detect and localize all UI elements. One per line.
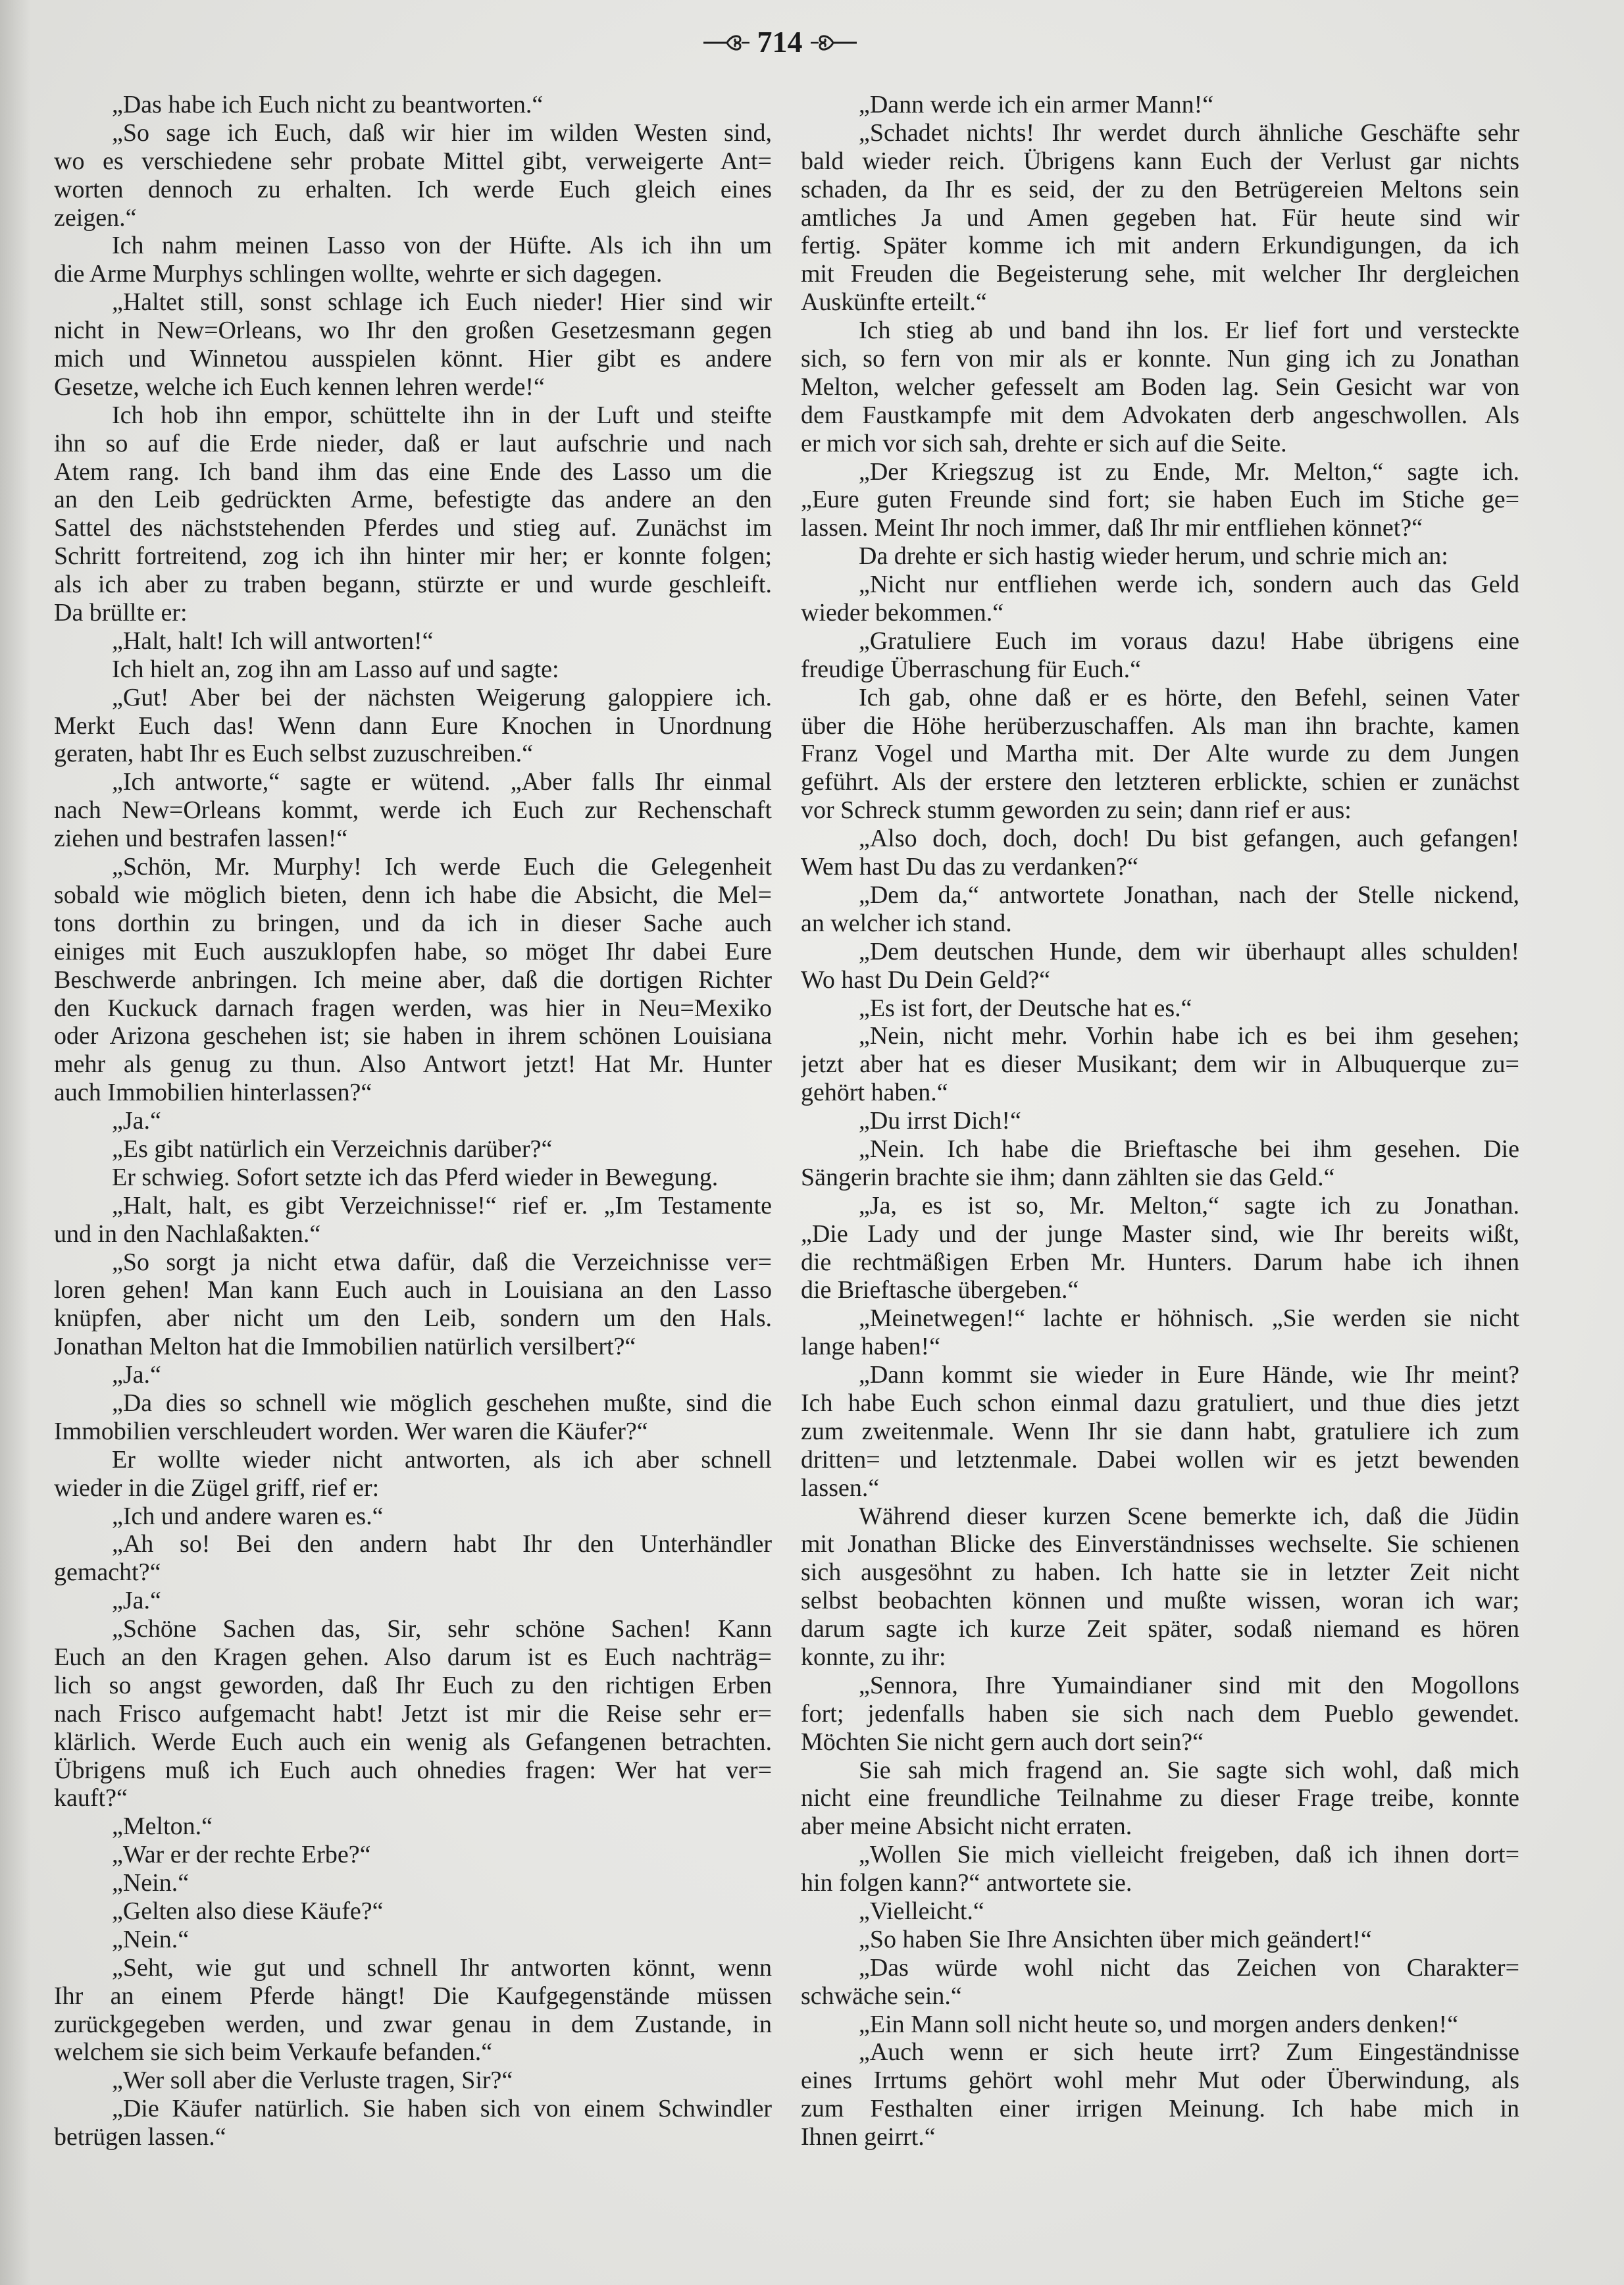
text-line: die rechtmäßigen Erben Mr. Hunters. Darum habe ich ihnen	[801, 1248, 1519, 1276]
text-line: Merkt Euch das! Wenn dann Eure Knochen in Unordnung	[54, 711, 772, 740]
text-line: Jonathan Melton hat die Immobilien natürlich versilbert?“	[54, 1333, 636, 1361]
text-line: zum zweitenmale. Wenn Ihr sie dann habt, gratuliere ich zum	[801, 1417, 1519, 1445]
text-line: Er wollte wieder nicht antworten, als ich aber schnell	[112, 1445, 772, 1474]
paragraph	[54, 1926, 772, 1954]
text-column-right	[801, 91, 1519, 2151]
text-line: Da brüllte er:	[54, 599, 188, 627]
paragraph	[54, 1248, 772, 1362]
text-line: auch Immobilien hinterlassen?“	[54, 1079, 372, 1107]
text-line: Während dieser kurzen Scene bemerkte ich, daß die Jüdin	[859, 1502, 1519, 1530]
text-line: Euch an den Kragen gehen. Also darum ist es Euch nachträg=	[54, 1643, 772, 1671]
text-line: „Dem deutschen Hunde, dem wir überhaupt alles schulden!	[859, 937, 1519, 965]
paragraph	[801, 1954, 1519, 2011]
paragraph	[801, 1107, 1519, 1135]
header-ornament-left-icon	[701, 29, 753, 55]
page-header	[678, 22, 882, 62]
paragraph	[801, 1304, 1519, 1361]
text-line: „Eure guten Freunde sind fort; sie haben Euch im Stiche ge=	[801, 486, 1519, 514]
paragraph	[54, 853, 772, 1107]
text-line: lassen. Meint Ihr noch immer, daß Ihr mir entfliehen könnet?“	[801, 514, 1423, 542]
text-line: Gesetze, welche ich Euch kennen lehren werde!“	[54, 372, 545, 401]
text-line: „Ein Mann soll nicht heute so, und morgen anders denken!“	[859, 2010, 1459, 2038]
paragraph	[801, 542, 1519, 571]
paragraph	[801, 825, 1519, 881]
text-line: nach Frisco aufgemacht habt! Jetzt ist mir die Reise sehr er=	[54, 1699, 772, 1728]
text-line: „Haltet still, sonst schlage ich Euch nieder! Hier sind wir	[112, 288, 772, 317]
paragraph	[54, 1361, 772, 1389]
paragraph	[54, 401, 772, 627]
text-line: klärlich. Werde Euch auch ein wenig als Gefangenen betrachten.	[54, 1728, 772, 1756]
text-line: „So sage ich Euch, daß wir hier im wilden Westen sind,	[112, 118, 772, 147]
text-line: mich und Winnetou ausspielen könnt. Hier gibt es andere	[54, 345, 772, 373]
text-line: betrügen lassen.“	[54, 2123, 226, 2151]
header-ornament-right-icon	[807, 29, 859, 55]
text-line: geraten, habt Ihr es Euch selbst zuzuschreiben.“	[54, 740, 534, 768]
paragraph	[801, 1135, 1519, 1192]
text-line: Auskünfte erteilt.“	[801, 288, 987, 317]
text-line: lassen.“	[801, 1474, 880, 1502]
paragraph	[54, 1389, 772, 1446]
text-line: worten dennoch zu erhalten. Ich werde Euch gleich eines	[54, 175, 772, 203]
text-line: „Melton.“	[112, 1812, 213, 1841]
paragraph	[54, 1107, 772, 1135]
paragraph	[801, 1841, 1519, 1897]
paragraph	[801, 317, 1519, 457]
paragraph	[54, 684, 772, 769]
text-line: an welcher ich stand.	[801, 909, 1012, 937]
paragraph	[801, 881, 1519, 938]
text-line: oder Arizona geschehen ist; sie haben in ihrem schönen Louisiana	[54, 1022, 772, 1050]
paragraph	[54, 1587, 772, 1615]
paragraph	[801, 91, 1519, 119]
text-line: „Dann kommt sie wieder in Eure Hände, wie Ihr meint?	[859, 1361, 1519, 1389]
paragraph	[801, 938, 1519, 994]
text-line: freudige Überraschung für Euch.“	[801, 655, 1141, 683]
text-line: und in den Nachlaßakten.“	[54, 1220, 321, 1248]
text-line: „Die Käufer natürlich. Sie haben sich von einem Schwindler	[112, 2095, 772, 2123]
text-line: „Schön, Mr. Murphy! Ich werde Euch die Gelegenheit	[112, 853, 772, 881]
text-line: „Dann werde ich ein armer Mann!“	[859, 91, 1214, 118]
text-line: darum sagte ich kurze Zeit später, sodaß niemand es hören	[801, 1615, 1519, 1643]
text-line: schwäche sein.“	[801, 1982, 962, 2010]
text-line: „Ja.“	[112, 1107, 161, 1135]
text-line: ziehen und bestrafen lassen!“	[54, 825, 348, 853]
text-line: vor Schreck stumm geworden zu sein; dann rief er aus:	[801, 796, 1352, 825]
text-line: „Ja, es ist so, Mr. Melton,“ sagte ich zu Jonathan.	[859, 1191, 1519, 1220]
paragraph	[801, 684, 1519, 825]
text-line: „Nein. Ich habe die Brieftasche bei ihm gesehen. Die	[859, 1135, 1519, 1163]
text-line: „Wollen Sie mich vielleicht freigeben, daß ich ihnen dort=	[859, 1841, 1519, 1869]
text-line: „Die Lady und der junge Master sind, wie Ihr bereits wißt,	[801, 1220, 1519, 1248]
text-line: Übrigens muß ich Euch auch ohnedies fragen: Wer hat ver=	[54, 1756, 772, 1784]
text-line: Wem hast Du das zu verdanken?“	[801, 853, 1138, 881]
text-line: welchem sie sich beim Verkaufe befanden.“	[54, 2038, 493, 2067]
text-line: Ihnen geirrt.“	[801, 2123, 936, 2151]
paragraph	[801, 1361, 1519, 1502]
text-line: fort; jedenfalls haben sie sich nach dem Pueblo gewendet.	[801, 1699, 1519, 1728]
text-line: dritten= und letztenmale. Dabei wollen wir es jetzt bewenden	[801, 1445, 1519, 1474]
text-line: zeigen.“	[54, 203, 137, 232]
text-line: zum Festhalten einer irrigen Meinung. Ich habe mich in	[801, 2095, 1519, 2123]
text-line: Da drehte er sich hastig wieder herum, und schrie mich an:	[859, 542, 1448, 571]
text-line: mit Freuden die Begeisterung sehe, mit welcher Ihr dergleichen	[801, 260, 1519, 288]
paragraph	[801, 1192, 1519, 1305]
text-line: „Sennora, Ihre Yumaindianer sind mit den Mogollons	[859, 1671, 1519, 1699]
paragraph	[54, 2067, 772, 2095]
text-line: Sattel des nächststehenden Pferdes und stieg auf. Zunächst im	[54, 514, 772, 542]
text-line: mehr als genug zu thun. Also Antwort jetzt! Hat Mr. Hunter	[54, 1050, 772, 1079]
paragraph	[54, 768, 772, 853]
text-line: nicht in New=Orleans, wo Ihr den großen Gesetzesmann gegen	[54, 317, 772, 345]
text-line: Er schwieg. Sofort setzte ich das Pferd wieder in Bewegung.	[112, 1163, 719, 1191]
text-line: gehört haben.“	[801, 1079, 948, 1107]
text-line: gemacht?“	[54, 1558, 161, 1587]
text-line: tons dorthin zu bringen, und da ich in dieser Sache auch	[54, 909, 772, 937]
paragraph	[54, 1954, 772, 2067]
text-line: „Gelten also diese Käufe?“	[112, 1897, 384, 1925]
text-line: bald wieder reich. Übrigens kann Euch der Verlust gar nichts	[801, 147, 1519, 175]
text-line: Wo hast Du Dein Geld?“	[801, 965, 1050, 994]
text-line: mit Jonathan Blicke des Einverständnisses wechselte. Sie schienen	[801, 1530, 1519, 1558]
text-line: „Ja.“	[112, 1361, 161, 1389]
paragraph	[54, 1164, 772, 1192]
text-line: die Arme Murphys schlingen wollte, wehrte er sich dagegen.	[54, 260, 663, 288]
paragraph	[801, 1672, 1519, 1757]
text-line: „Ich antworte,“ sagte er wütend. „Aber falls Ihr einmal	[112, 768, 772, 796]
text-line: „Nein.“	[112, 1925, 190, 1953]
text-line: Sie sah mich fragend an. Sie sagte sich wohl, daß mich	[859, 1756, 1519, 1784]
text-line: nach New=Orleans kommt, werde ich Euch zur Rechenschaft	[54, 796, 772, 825]
paragraph	[54, 1446, 772, 1502]
paragraph	[54, 91, 772, 119]
text-line: über die Höhe herüberzuschaffen. Als man ihn brachte, kamen	[801, 711, 1519, 740]
text-line: „Es ist fort, der Deutsche hat es.“	[859, 994, 1192, 1022]
paragraph	[54, 1135, 772, 1164]
paragraph	[801, 458, 1519, 543]
text-line: „Dem da,“ antwortete Jonathan, nach der Stelle nickend,	[859, 881, 1519, 909]
paragraph	[801, 1897, 1519, 1926]
text-line: loren gehen! Man kann Euch auch in Louisiana an den Lasso	[54, 1276, 772, 1304]
text-line: Immobilien verschleudert worden. Wer waren die Käufer?“	[54, 1417, 648, 1445]
text-line: zurückgegeben werden, und zwar genau in dem Zustande, in	[54, 2010, 772, 2038]
text-line: einiges mit Euch auszuklopfen habe, so möget Ihr dabei Eure	[54, 937, 772, 965]
text-line: Ich gab, ohne daß er es hörte, den Befehl, seinen Vater	[859, 683, 1519, 711]
paragraph	[801, 119, 1519, 317]
text-line: ihn so auf die Erde nieder, daß er laut aufschrie und nach	[54, 429, 772, 457]
text-line: den Kuckuck darnach fragen werden, was hier in Neu=Mexiko	[54, 994, 772, 1022]
paragraph	[54, 1502, 772, 1531]
text-line: eines Irrtums gehört wohl mehr Mut oder Überwindung, als	[801, 2067, 1519, 2095]
text-line: aber meine Absicht nicht erraten.	[801, 1812, 1132, 1841]
text-line: „Das würde wohl nicht das Zeichen von Charakter=	[859, 1953, 1519, 1982]
text-line: geführt. Als der erstere den letzteren erblickte, schien er zunächst	[801, 768, 1519, 796]
paragraph	[801, 2038, 1519, 2151]
text-line: Melton, welcher gefesselt am Boden lag. Sein Gesicht war von	[801, 372, 1519, 401]
text-line: „Es gibt natürlich ein Verzeichnis darüber?“	[112, 1135, 553, 1163]
text-line: wo es verschiedene sehr probate Mittel gibt, verweigerte Ant=	[54, 147, 772, 175]
text-line: hin folgen kann?“ antwortete sie.	[801, 1869, 1132, 1897]
text-line: fertig. Später komme ich mit andern Erkundigungen, da ich	[801, 232, 1519, 260]
text-line: wieder in die Zügel griff, rief er:	[54, 1474, 380, 1502]
text-line: „Nicht nur entfliehen werde ich, sondern auch das Geld	[859, 571, 1519, 599]
text-line: „Wer soll aber die Verluste tragen, Sir?“	[112, 2067, 513, 2095]
paragraph	[54, 655, 772, 684]
text-line: jetzt aber hat es dieser Musikant; dem wir in Albuquerque zu=	[801, 1050, 1519, 1079]
text-line: Ich hielt an, zog ihn am Lasso auf und sagte:	[112, 655, 559, 683]
paragraph	[54, 1812, 772, 1841]
paragraph	[801, 627, 1519, 684]
text-line: Ich habe Euch schon einmal dazu gratuliert, und thue dies jetzt	[801, 1389, 1519, 1417]
paragraph	[54, 627, 772, 655]
text-line: „Auch wenn er sich heute irrt? Zum Eingeständnisse	[859, 2038, 1519, 2067]
text-line: „Schöne Sachen das, Sir, sehr schöne Sachen! Kann	[112, 1615, 772, 1643]
text-line: schaden, da Ihr es seid, der zu den Betrügereien Meltons sein	[801, 175, 1519, 203]
text-line: Schritt fortreitend, zog ich ihn hinter mir her; er konnte folgen;	[54, 542, 772, 571]
page-edge-shadow	[0, 0, 30, 2285]
text-line: amtliches Ja und Amen gegeben hat. Für heute sind wir	[801, 203, 1519, 232]
text-line: „Halt, halt! Ich will antworten!“	[112, 627, 434, 655]
text-line: „Halt, halt, es gibt Verzeichnisse!“ rief er. „Im Testamente	[112, 1191, 772, 1220]
paragraph	[54, 1897, 772, 1926]
text-line: „Du irrst Dich!“	[859, 1107, 1021, 1135]
paragraph	[801, 1926, 1519, 1954]
text-line: Franz Vogel und Martha mit. Der Alte wurde zu dem Jungen	[801, 740, 1519, 768]
text-line: „Seht, wie gut und schnell Ihr antworten könnt, wenn	[112, 1953, 772, 1982]
text-line: Atem rang. Ich band ihm das eine Ende des Lasso um die	[54, 457, 772, 486]
paragraph	[54, 1869, 772, 1897]
paragraph	[54, 1841, 772, 1869]
paragraph	[801, 994, 1519, 1023]
text-line: „Meinetwegen!“ lachte er höhnisch. „Sie werden sie nicht	[859, 1304, 1519, 1333]
text-line: Ihr an einem Pferde hängt! Die Kaufgegenstände müssen	[54, 1982, 772, 2010]
text-line: er mich vor sich sah, drehte er sich auf die Seite.	[801, 429, 1287, 457]
text-line: sich ausgesöhnt zu haben. Ich hatte sie in letzter Zeit nicht	[801, 1558, 1519, 1587]
text-line: die Brieftasche übergeben.“	[801, 1276, 1079, 1304]
paragraph	[54, 232, 772, 288]
text-line: „Also doch, doch, doch! Du bist gefangen, auch gefangen!	[859, 825, 1519, 853]
paragraph	[801, 1022, 1519, 1107]
text-line: Beschwerde anbringen. Ich meine aber, daß die dortigen Richter	[54, 965, 772, 994]
text-line: Möchten Sie nicht gern auch dort sein?“	[801, 1728, 1204, 1756]
text-line: an den Leib gedrückten Arme, befestigte das andere an den	[54, 486, 772, 514]
text-line: Ich hob ihn empor, schüttelte ihn in der Luft und steifte	[112, 401, 772, 429]
text-line: „Schadet nichts! Ihr werdet durch ähnliche Geschäfte sehr	[859, 118, 1519, 147]
text-line: „War er der rechte Erbe?“	[112, 1841, 371, 1869]
page-number: 714	[757, 25, 803, 59]
text-line: selbst beobachten können und mußte wissen, woran ich war;	[801, 1587, 1519, 1615]
paragraph	[54, 1192, 772, 1248]
text-line: „Ich und andere waren es.“	[112, 1502, 384, 1530]
paragraph	[54, 2095, 772, 2151]
text-line: nicht eine freundliche Teilnahme zu dieser Frage treibe, konnte	[801, 1784, 1519, 1812]
paragraph	[54, 1530, 772, 1587]
text-line: „So sorgt ja nicht etwa dafür, daß die Verzeichnisse ver=	[112, 1248, 772, 1276]
text-line: Ich stieg ab und band ihn los. Er lief fort und versteckte	[859, 317, 1519, 345]
text-line: kauft?“	[54, 1784, 128, 1812]
text-line: Sängerin brachte sie ihm; dann zählten sie das Geld.“	[801, 1163, 1335, 1191]
paragraph	[801, 1502, 1519, 1672]
paragraph	[54, 119, 772, 232]
text-line: knüpfen, aber nicht um den Leib, sondern um den Hals.	[54, 1304, 772, 1333]
text-line: „Vielleicht.“	[859, 1897, 984, 1925]
paragraph	[54, 288, 772, 401]
text-line: „Gratuliere Euch im voraus dazu! Habe übrigens eine	[859, 627, 1519, 655]
paragraph	[801, 571, 1519, 627]
text-line: „So haben Sie Ihre Ansichten über mich geändert!“	[859, 1925, 1372, 1953]
text-line: dem Faustkampfe mit dem Advokaten derb angeschwollen. Als	[801, 401, 1519, 429]
text-line: sobald wie möglich bieten, denn ich habe die Absicht, die Mel=	[54, 881, 772, 909]
text-column-left	[54, 91, 772, 2151]
text-line: „Das habe ich Euch nicht zu beantworten.“	[112, 91, 544, 118]
text-line: wieder bekommen.“	[801, 599, 1004, 627]
text-line: konnte, zu ihr:	[801, 1643, 946, 1671]
text-line: „Ja.“	[112, 1587, 161, 1615]
text-line: lich so angst geworden, daß Ihr Euch zu den richtigen Erben	[54, 1671, 772, 1699]
text-line: „Ah so! Bei den andern habt Ihr den Unterhändler	[112, 1530, 772, 1558]
text-line: „Der Kriegszug ist zu Ende, Mr. Melton,“ sagte ich.	[859, 457, 1519, 486]
text-line: Ich nahm meinen Lasso von der Hüfte. Als ich ihn um	[112, 232, 772, 260]
text-line: „Gut! Aber bei der nächsten Weigerung galoppiere ich.	[112, 683, 772, 711]
text-line: „Nein, nicht mehr. Vorhin habe ich es bei ihm gesehen;	[859, 1022, 1519, 1050]
paragraph	[54, 1615, 772, 1812]
text-line: „Da dies so schnell wie möglich geschehen mußte, sind die	[112, 1389, 772, 1417]
text-line: sich, so fern von mir als er konnte. Nun ging ich zu Jonathan	[801, 345, 1519, 373]
paragraph	[801, 2011, 1519, 2039]
text-line: als ich aber zu traben begann, stürzte er und wurde geschleift.	[54, 571, 772, 599]
paragraph	[801, 1757, 1519, 1841]
text-line: lange haben!“	[801, 1333, 941, 1361]
text-line: „Nein.“	[112, 1869, 190, 1897]
